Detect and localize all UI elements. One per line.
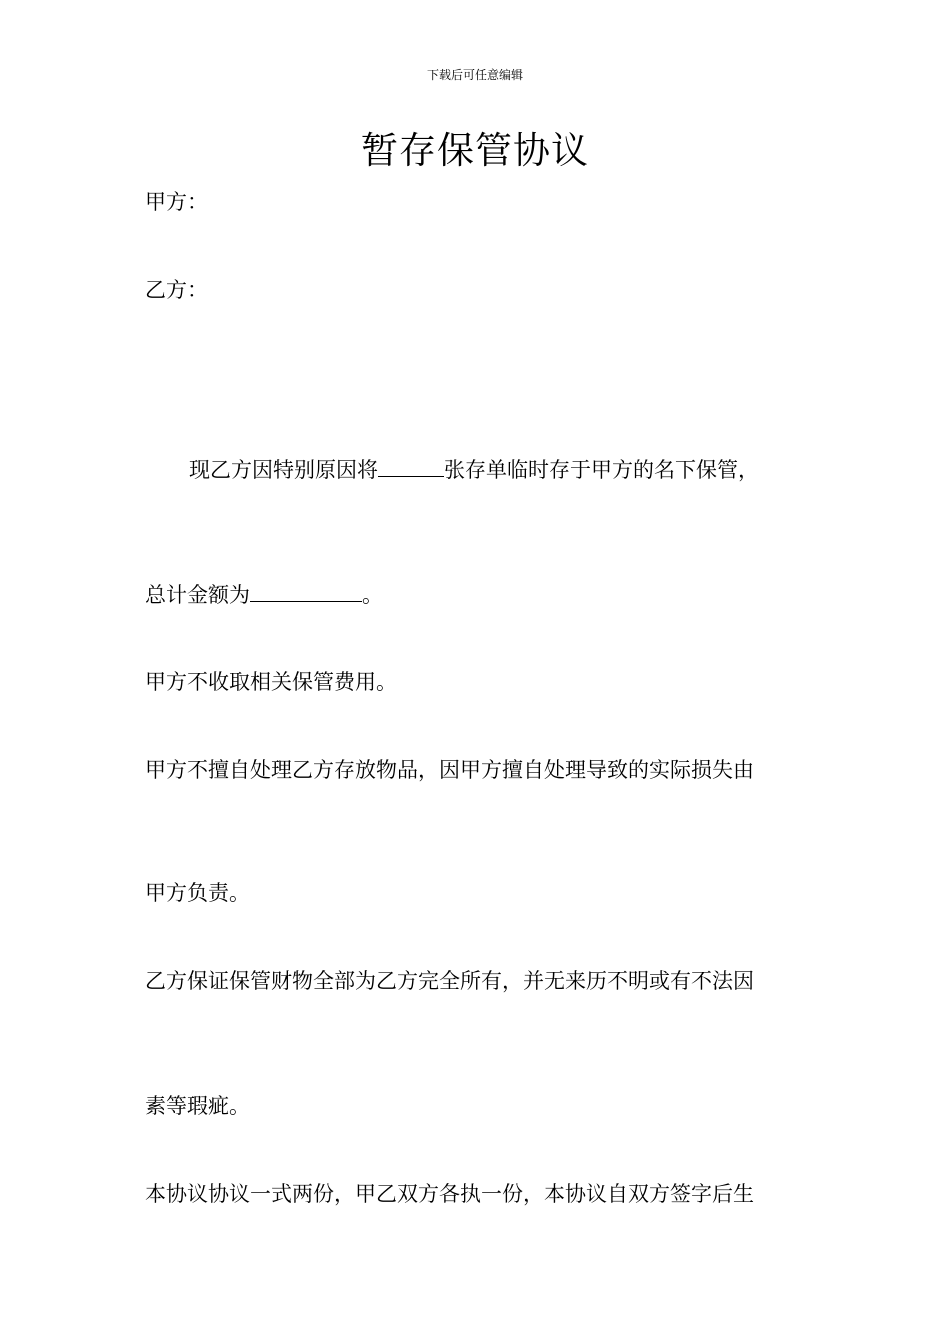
total-amount-blank[interactable] [250,579,362,602]
clause-1-text-c: 总计金额为 [145,583,250,607]
clause-1-text-d: 。 [362,583,383,607]
clause-3-line-2: 甲方负责。 [145,881,250,905]
document-title: 暂存保管协议 [361,129,589,172]
clause-1-text-a: 现乙方因特别原因将 [189,458,378,482]
clause-1-line-2 [145,579,383,609]
header-note: 下载后可任意编辑 [426,68,523,82]
party-a-label: 甲方： [145,190,208,214]
clause-3-line-1: 甲方不擅自处理乙方存放物品，因甲方擅自处理导致的实际损失由 [145,758,754,782]
clause-1-text-b: 张存单临时存于甲方的名下保管， [444,458,759,482]
clause-1-line-1 [189,454,759,484]
clause-4-line-1: 乙方保证保管财物全部为乙方完全所有，并无来历不明或有不法因 [145,969,754,993]
deposit-count-blank[interactable] [378,454,444,477]
clause-2: 甲方不收取相关保管费用。 [145,670,397,694]
clause-4-line-2: 素等瑕疵。 [145,1094,250,1118]
party-b-label: 乙方： [145,278,208,302]
clause-5-line-1: 本协议协议一式两份，甲乙双方各执一份，本协议自双方签字后生 [145,1182,754,1206]
